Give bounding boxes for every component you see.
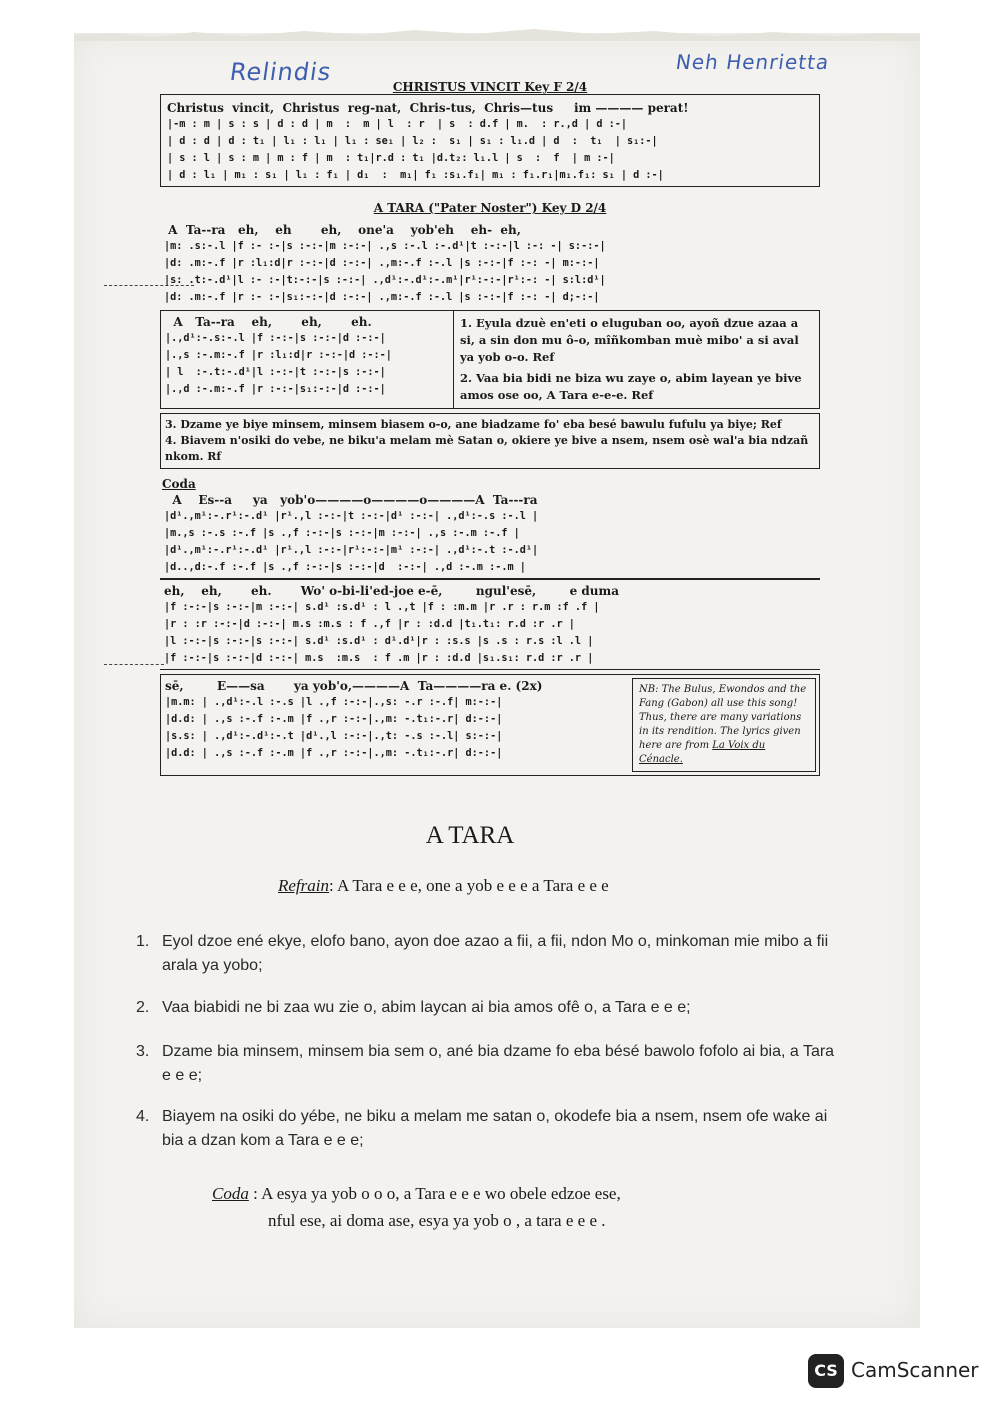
verse-number: 1. bbox=[136, 933, 150, 950]
nb-label: NB: bbox=[639, 684, 659, 695]
section-six bbox=[160, 674, 820, 776]
camscanner-logo-icon: CS bbox=[808, 1354, 844, 1388]
solfa-row: |d¹.,m¹:-.r¹:-.d¹ |r¹.,l :-:-|t :-:-|d¹ :-:-| .,d¹:-.s :-.l | bbox=[164, 511, 539, 522]
solfa-row: |d: .m:-.f |r :l₁:d|r :-:-|d :-:-| .,m:-.f :-.l |s :-:-|f :-: -| m:-:-| bbox=[164, 258, 600, 269]
solfa-row: |.,d :-.m:-.f |r :-:-|s₁:-:-|d :-:-| bbox=[165, 384, 386, 395]
handwritten-name-right: Neh Henrietta bbox=[674, 50, 832, 74]
solfa-row: |f :-:-|s :-:-|m :-:-| s.d¹ :s.d¹ : l .,t |f : :m.m |r .r : r.m :f .f | bbox=[164, 602, 600, 613]
lyric-verse bbox=[136, 996, 846, 1020]
section-five bbox=[160, 578, 820, 670]
coda-line-two: nful ese, ai doma ase, esya ya yob o , a tara e e e . bbox=[268, 1211, 606, 1230]
coda-label: Coda bbox=[162, 477, 196, 491]
verses-box bbox=[454, 311, 819, 408]
solfa-row: |d.d: | .,s :-.f :-.m |f .,r :-:-|.,m: -.t₁:-.r| d:-:-| bbox=[165, 714, 503, 725]
fold-line bbox=[104, 664, 164, 665]
lyrics-coda bbox=[212, 1180, 732, 1234]
lyrics-title: A TARA bbox=[425, 822, 515, 849]
coda-lyrics: A Es--a ya yob'o————o————o————A Ta---ra bbox=[164, 493, 538, 507]
verse-number: 2. bbox=[136, 999, 150, 1016]
solfa-row: | d : d | d : t₁ | l₁ : l₁ | l₁ : se₁ | l₂ : s₁ | s₁ : l₁.d | d : t₁ | s₁:-| bbox=[167, 136, 658, 147]
coda-label-lyrics: Coda bbox=[212, 1184, 249, 1203]
verse-one: 1. Eyula dzuè en'eti o eluguban oo, ayoñ dzue azaa a si, a sin don mu ô-o, mîñkomban muè mibo' a si aval ya yob o-o. Ref bbox=[460, 316, 799, 364]
solfa-row: |l :-:-|s :-:-|s :-:-| s.d¹ :s.d¹ : d¹.d¹|r : :s.s |s .s : r.s :l .l | bbox=[164, 636, 594, 647]
verse-two: 2. Vaa bia bidi ne biza wu zaye o, abim layean ye bive amos ose oo, A Tara e-e-e. Ref bbox=[460, 371, 802, 402]
torn-edge bbox=[74, 27, 920, 41]
solfa-row: |m: .s:-.l |f :- :-|s :-:-|m :-:-| .,s :-.l :-.d¹|t :-:-|l :-: -| s:-:-| bbox=[164, 241, 606, 252]
refrain-label: Refrain bbox=[278, 876, 329, 895]
handwritten-name-left: Relindis bbox=[228, 58, 334, 86]
solfa-row: |d.d: | .,s :-.f :-.m |f .,r :-:-|.,m: -.t₁:-.r| d:-:-| bbox=[165, 748, 503, 759]
christus-title: CHRISTUS VINCIT Key F 2/4 bbox=[392, 80, 588, 94]
atara-lyrics: A Ta--ra eh, eh eh, one'a yob'eh eh- eh, bbox=[164, 223, 521, 237]
coda-section bbox=[160, 493, 820, 576]
verse-text: Eyol dzoe ené ekye, elofo bano, ayon doe azao a fii, a fii, ndon Mo o, minkoman mie mibo a fii arala ya yobo; bbox=[162, 933, 829, 974]
solfa-row: |m.m: | .,d¹:-.l :-.s |l .,f :-:-|.,s: -.r :-.f| m:-:-| bbox=[165, 697, 503, 708]
nb-text: The Bulus, Ewondos and the Fang (Gabon) all use this song! Thus, there are many variations in its rendition. The lyrics given here are from bbox=[639, 684, 807, 751]
refrain bbox=[278, 876, 609, 896]
camscanner-name: CamScanner bbox=[851, 1358, 979, 1382]
verse-text: Vaa biabidi ne bi zaa wu zie o, abim laycan ai bia amos ofê o, a Tara e e e; bbox=[162, 999, 691, 1016]
section-six-lyrics: sē, E——sa ya yob'o,————A Ta————ra e. (2x) bbox=[165, 679, 543, 693]
verses-three-four bbox=[160, 413, 820, 469]
solfa-row: |d¹.,m¹:-.r¹:-.d¹ |r¹.,l :-:-|r¹:-:-|m¹ :-:-| .,d¹:-.t :-.d¹| bbox=[164, 545, 539, 556]
solfa-row: |-m : m | s : s | d : d | m : m | l : r | s : d.f | m. : r.,d | d :-| bbox=[167, 119, 628, 130]
solfa-row: |s.s: | .,d¹:-.d¹:-.t |d¹.,l :-:-|.,t: -.s :-.l| s:-:-| bbox=[165, 731, 503, 742]
atara-section bbox=[160, 201, 820, 306]
solfa-row: | d : l₁ | m₁ : s₁ | l₁ : f₁ | d₁ : m₁| f₁ :s₁.f₁| m₁ : f₁.r₁|m₁.f₁: s₁ | d :-| bbox=[167, 170, 664, 181]
refrain-text: : A Tara e e e, one a yob e e e a Tara e e e bbox=[329, 876, 609, 895]
solfa-row: |.,d¹:-.s:-.l |f :-:-|s :-:-|d :-:-| bbox=[165, 333, 386, 344]
verse-text: Biayem na osiki do yébe, ne biku a melam me satan o, okodefe bia a nsem, nsem ofe wake ai bia a dzan kom a Tara e e e; bbox=[162, 1108, 828, 1149]
coda-line-one: : A esya ya yob o o o, a Tara e e e wo obele edzoe ese, bbox=[248, 1184, 621, 1203]
christus-section bbox=[160, 94, 820, 187]
section-three-score bbox=[161, 311, 454, 408]
verse-three: 3. Dzame ye biye minsem, minsem biasem o-o, ane biadzame fo' eba besé bawulu fufulu ya biye; Ref bbox=[165, 418, 782, 431]
lyric-verse bbox=[136, 1040, 846, 1088]
lyric-verse bbox=[136, 1105, 846, 1153]
solfa-row: | l :-.t:-.d¹|l :-:-|t :-:-|s :-:-| bbox=[165, 367, 386, 378]
solfa-row: |f :-:-|s :-:-|d :-:-| m.s :m.s : f .m |r : :d.d |s₁.s₁: r.d :r .r | bbox=[164, 653, 594, 664]
section-six-score bbox=[161, 675, 629, 775]
christus-lyrics: Christus vincit, Christus reg-nat, Chris-tus, Chris—tus im ———— perat! bbox=[167, 101, 689, 115]
section-five-lyrics: eh, eh, eh. Wo' o-bi-li'ed-joe e-ē, ngul'esē, e duma bbox=[164, 584, 619, 598]
verse-number: 4. bbox=[136, 1108, 150, 1125]
solfa-row: |d: .m:-.f |r :- :-|s₁:-:-|d :-:-| .,m:-.f :-.l |s :-:-|f :-: -| d;-:-| bbox=[164, 292, 600, 303]
nb-note bbox=[632, 678, 816, 772]
solfa-row: | s : l | s : m | m : f | m : t₁|r.d : t₁ |d.t₂: l₁.l | s : f | m :-| bbox=[167, 153, 615, 164]
solfa-row: |d..,d:-.f :-.f |s .,f :-:-|s :-:-|d :-:-| .,d :-.m :-.m | bbox=[164, 562, 526, 573]
verse-text: Dzame bia minsem, minsem bia sem o, ané bia dzame fo eba bésé bawolo fofolo ai bia, a Tara e e e; bbox=[162, 1043, 835, 1084]
solfa-row: |s: .t:-.d¹|l :- :-|t:-:-|s :-:-| .,d¹:-.d¹:-.m¹|r¹:-:-|r¹:-: -| s:l:d¹| bbox=[164, 275, 606, 286]
verse-four: 4. Biavem n'osiki do vebe, ne biku'a melam mè Satan o, okiere ye bive a nsem, nsem osè wal'a bia ndzañ nkom. Rf bbox=[165, 434, 809, 463]
lyric-verse bbox=[136, 930, 846, 978]
verse-number: 3. bbox=[136, 1043, 150, 1060]
solfa-row: |r : :r :-:-|d :-:-| m.s :m.s : f .,f |r : :d.d |t₁.t₁: r.d :r .r | bbox=[164, 619, 575, 630]
solfa-row: |.,s :-.m:-.f |r :l₁:d|r :-:-|d :-:-| bbox=[165, 350, 392, 361]
nb-source: La Voix du Cénacle. bbox=[639, 740, 766, 765]
music-score bbox=[160, 80, 820, 776]
atara-title: A TARA ("Pater Noster") Key D 2/4 bbox=[373, 201, 607, 215]
solfa-row: |m.,s :-.s :-.f |s .,f :-:-|s :-:-|m :-:-| .,s :-.m :-.f | bbox=[164, 528, 520, 539]
section-three-lyrics: A Ta--ra eh, eh, eh. bbox=[165, 315, 372, 329]
section-three bbox=[160, 310, 820, 409]
